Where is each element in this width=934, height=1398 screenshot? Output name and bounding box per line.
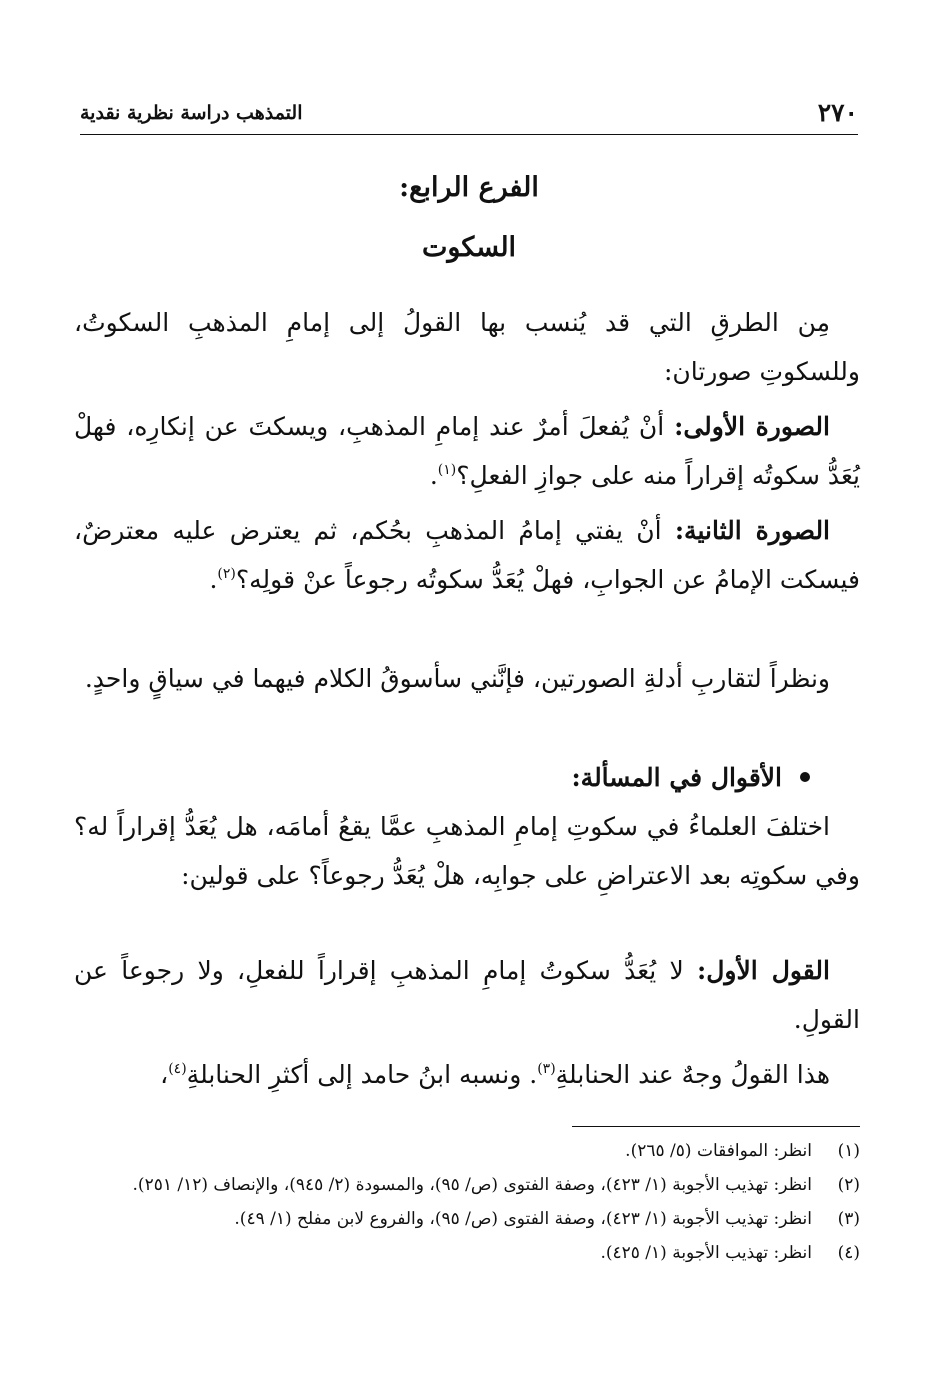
form2-label: الصورة الثانية: [674, 516, 831, 545]
footnote-2 [74, 1170, 860, 1200]
section-heading: الفرع الرابع: [399, 172, 539, 203]
form1-text: أنْ يُفعلَ أمرٌ عند إمامِ المذهبِ، ويسكتَ عن إنكارِه، فهلْ يُعَدُّ سكوتُه إقراراً منه على جوازِ الفعلِ؟ [74, 412, 860, 490]
footnotes [74, 1136, 860, 1272]
footnote-number: (٢) [837, 1175, 860, 1195]
footnote-text: انظر: تهذيب الأجوبة (١/ ٤٢٣)، وصفة الفتوى (ص/ ٩٥)، والمسودة (٢/ ٩٤٥)، والإنصاف (١٢/ ٢٥١). [132, 1175, 812, 1195]
running-header [80, 98, 858, 134]
page-number: ٢٧٠ [817, 98, 858, 127]
footnote-number: (٤) [837, 1243, 860, 1263]
bullet-dot-icon [800, 772, 810, 782]
attribution-text-c: ، [160, 1060, 169, 1089]
topic-heading: السكوت [421, 232, 517, 263]
transition-paragraph [74, 654, 860, 703]
footnote-ref-1[interactable]: (١) [437, 462, 457, 478]
footnote-ref-4[interactable]: (٤) [168, 1061, 187, 1077]
footnote-ref-3[interactable]: (٣) [537, 1061, 556, 1077]
footnote-rule [572, 1126, 860, 1127]
disagreement-text: اختلفَ العلماءُ في سكوتِ إمامِ المذهبِ عمَّا يقعُ أمامَه، هل يُعَدُّ إقراراً له؟ وفي سكوتِه بعد الاعتراضِ على جوابِه، هلْ يُعَدُّ رجوعاً؟ على قولين: [74, 812, 860, 890]
form2-text: أنْ يفتي إمامُ المذهبِ بحُكم، ثم يعترض عليه معترضٌ، فيسكت الإمامُ عن الجوابِ، فهلْ يُعَدُّ سكوتُه رجوعاً عنْ قولِه؟ [74, 516, 860, 594]
footnote-3 [74, 1204, 860, 1234]
footnote-text: انظر: تهذيب الأجوبة (١/ ٤٢٣)، وصفة الفتوى (ص/ ٩٥)، والفروع لابن مفلح (١/ ٤٩). [234, 1209, 812, 1229]
footnote-ref-2[interactable]: (٢) [217, 566, 236, 582]
bullet-heading: الأقوال في المسألة: [571, 763, 782, 792]
footnote-text: انظر: تهذيب الأجوبة (١/ ٤٢٥). [600, 1243, 812, 1263]
footnote-4 [74, 1238, 860, 1268]
footnote-1 [74, 1136, 860, 1166]
footnote-number: (١) [837, 1141, 860, 1161]
first-view-text: لا يُعَدُّ سكوتُ إمامِ المذهبِ إقراراً للفعلِ، ولا رجوعاً عن القولِ. [74, 956, 860, 1034]
bullet-heading-line [74, 758, 860, 798]
attribution-text-b: . ونسبه ابنُ حامد إلى أكثرِ الحنابلةِ [186, 1060, 538, 1089]
attribution-paragraph [74, 1050, 860, 1099]
form1-label: الصورة الأولى: [674, 412, 830, 441]
intro-paragraph [74, 298, 860, 396]
disagreement-paragraph [74, 802, 860, 900]
book-title: التمذهب دراسة نظرية نقدية [80, 102, 303, 124]
footnote-number: (٣) [837, 1209, 860, 1229]
first-view-paragraph [74, 946, 860, 1044]
transition-text: ونظراً لتقاربِ أدلةِ الصورتين، فإنَّني سأسوقُ الكلام فيهما في سياقٍ واحدٍ. [84, 664, 830, 693]
form1-paragraph: الصورة الأولى: أنْ يُفعلَ أمرٌ عند إمامِ المذهبِ، ويسكتَ عن إنكارِه، فهلْ يُعَدُّ سكوتُه إقراراً منه على جوازِ الفعلِ؟$^{(١)}$. [74, 412, 860, 490]
form2-paragraph: الصورة الثانية: أنْ يفتي إمامُ المذهبِ بحُكم، ثم يعترض عليه معترضٌ، فيسكت الإمامُ عن الجوابِ، فهلْ يُعَدُّ سكوتُه رجوعاً عنْ قولِه؟$^{(٢)}$. [74, 516, 860, 594]
intro-text: مِن الطرقِ التي قد يُنسب بها القولُ إلى إمامِ المذهبِ السكوتُ، وللسكوتِ صورتان: [74, 308, 860, 386]
first-view-label: القول الأول: [697, 956, 830, 985]
footnote-text: انظر: الموافقات (٥/ ٢٦٥). [625, 1141, 812, 1161]
attribution-text-a: هذا القولُ وجهٌ عند الحنابلةِ [555, 1060, 830, 1089]
header-rule [80, 134, 858, 135]
